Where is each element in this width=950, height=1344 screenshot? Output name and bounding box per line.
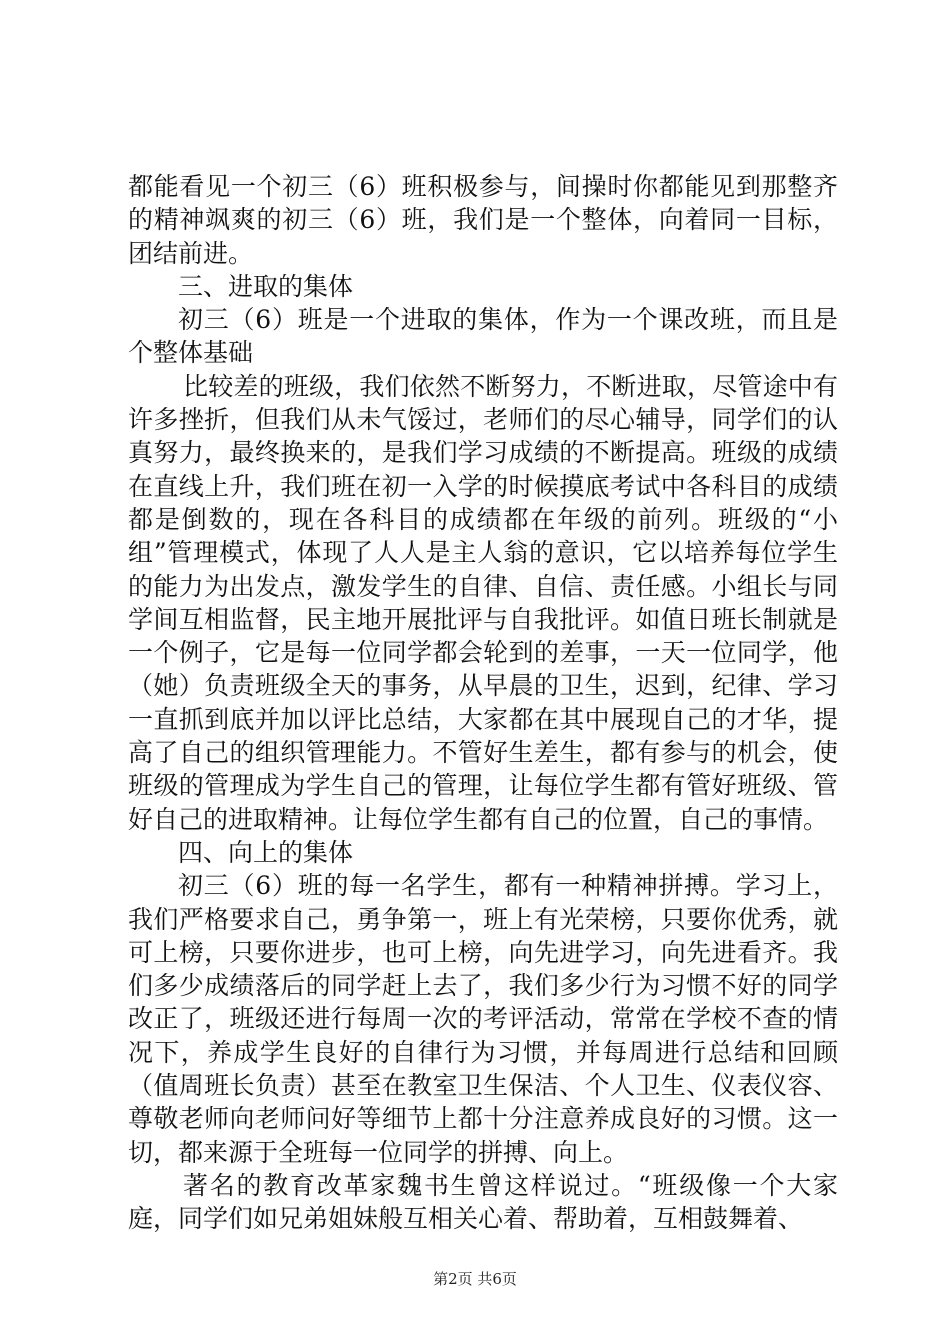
paragraph-continuation: 都能看见一个初三（6）班积极参与，间操时你都能见到那整齐的精神飒爽的初三（6）班，我们是一个整体，向着同一目标，团结前进。 — [128, 172, 838, 268]
paragraph-section4-body: 初三（6）班的每一名学生，都有一种精神拼搏。学习上，我们严格要求自己，勇争第一，班上有光荣榜，只要你优秀，就可上榜，只要你进步，也可上榜，向先进学习，向先进看齐。我们多少成绩落后的同学赶上去了，我们多少行为习惯不好的同学改正了，班级还进行每周一次的考评活动，常常在学校不查的情况下，养成学生良好的自律行为习惯，并每周进行总结和回顾（值周班长负责）甚至在教室卫生保洁、个人卫生、仪表仪容、尊敬老师向老师问好等细节上都十分注意养成良好的习惯。这一切，都来源于全班每一位同学的拼搏、向上。 — [128, 871, 838, 1167]
section-heading-3: 三、进取的集体 — [178, 271, 354, 301]
paragraph-section3-body: 比较差的班级，我们依然不断努力，不断进取，尽管途中有许多挫折，但我们从未气馁过，老师们的尽心辅导，同学们的认真努力，最终换来的，是我们学习成绩的不断提高。班级的成绩在直线上升，我们班在初一入学的时候摸底考试中各科目的成绩都是倒数的，现在各科目的成绩都在年级的前列。班级的“小组”管理模式，体现了人人是主人翁的意识，它以培养每位学生的能力为出发点，激发学生的自律、自信、责任感。小组长与同学间互相监督，民主地开展批评与自我批评。如值日班长制就是一个例子，它是每一位同学都会轮到的差事，一天一位同学，他（她）负责班级全天的事务，从早晨的卫生，迟到，纪律、学习一直抓到底并加以评比总结，大家都在其中展现自己的才华，提高了自己的组织管理能力。不管好生差生，都有参与的机会，使班级的管理成为学生自己的管理，让每位学生都有管好班级、管好自己的进取精神。让每位学生都有自己的位置，自己的事情。 — [128, 371, 838, 834]
document-body — [128, 170, 838, 1236]
paragraph-quote: 著名的教育改革家魏书生曾这样说过。“班级像一个大家庭，同学们如兄弟姐妹般互相关心着、帮助着，互相鼓舞着、 — [128, 1170, 838, 1234]
paragraph-section3-intro: 初三（6）班是一个进取的集体，作为一个课改班，而且是个整体基础 — [128, 305, 838, 368]
page-footer: 第2页 共6页 — [433, 1270, 517, 1288]
section-heading-4: 四、向上的集体 — [178, 837, 354, 867]
